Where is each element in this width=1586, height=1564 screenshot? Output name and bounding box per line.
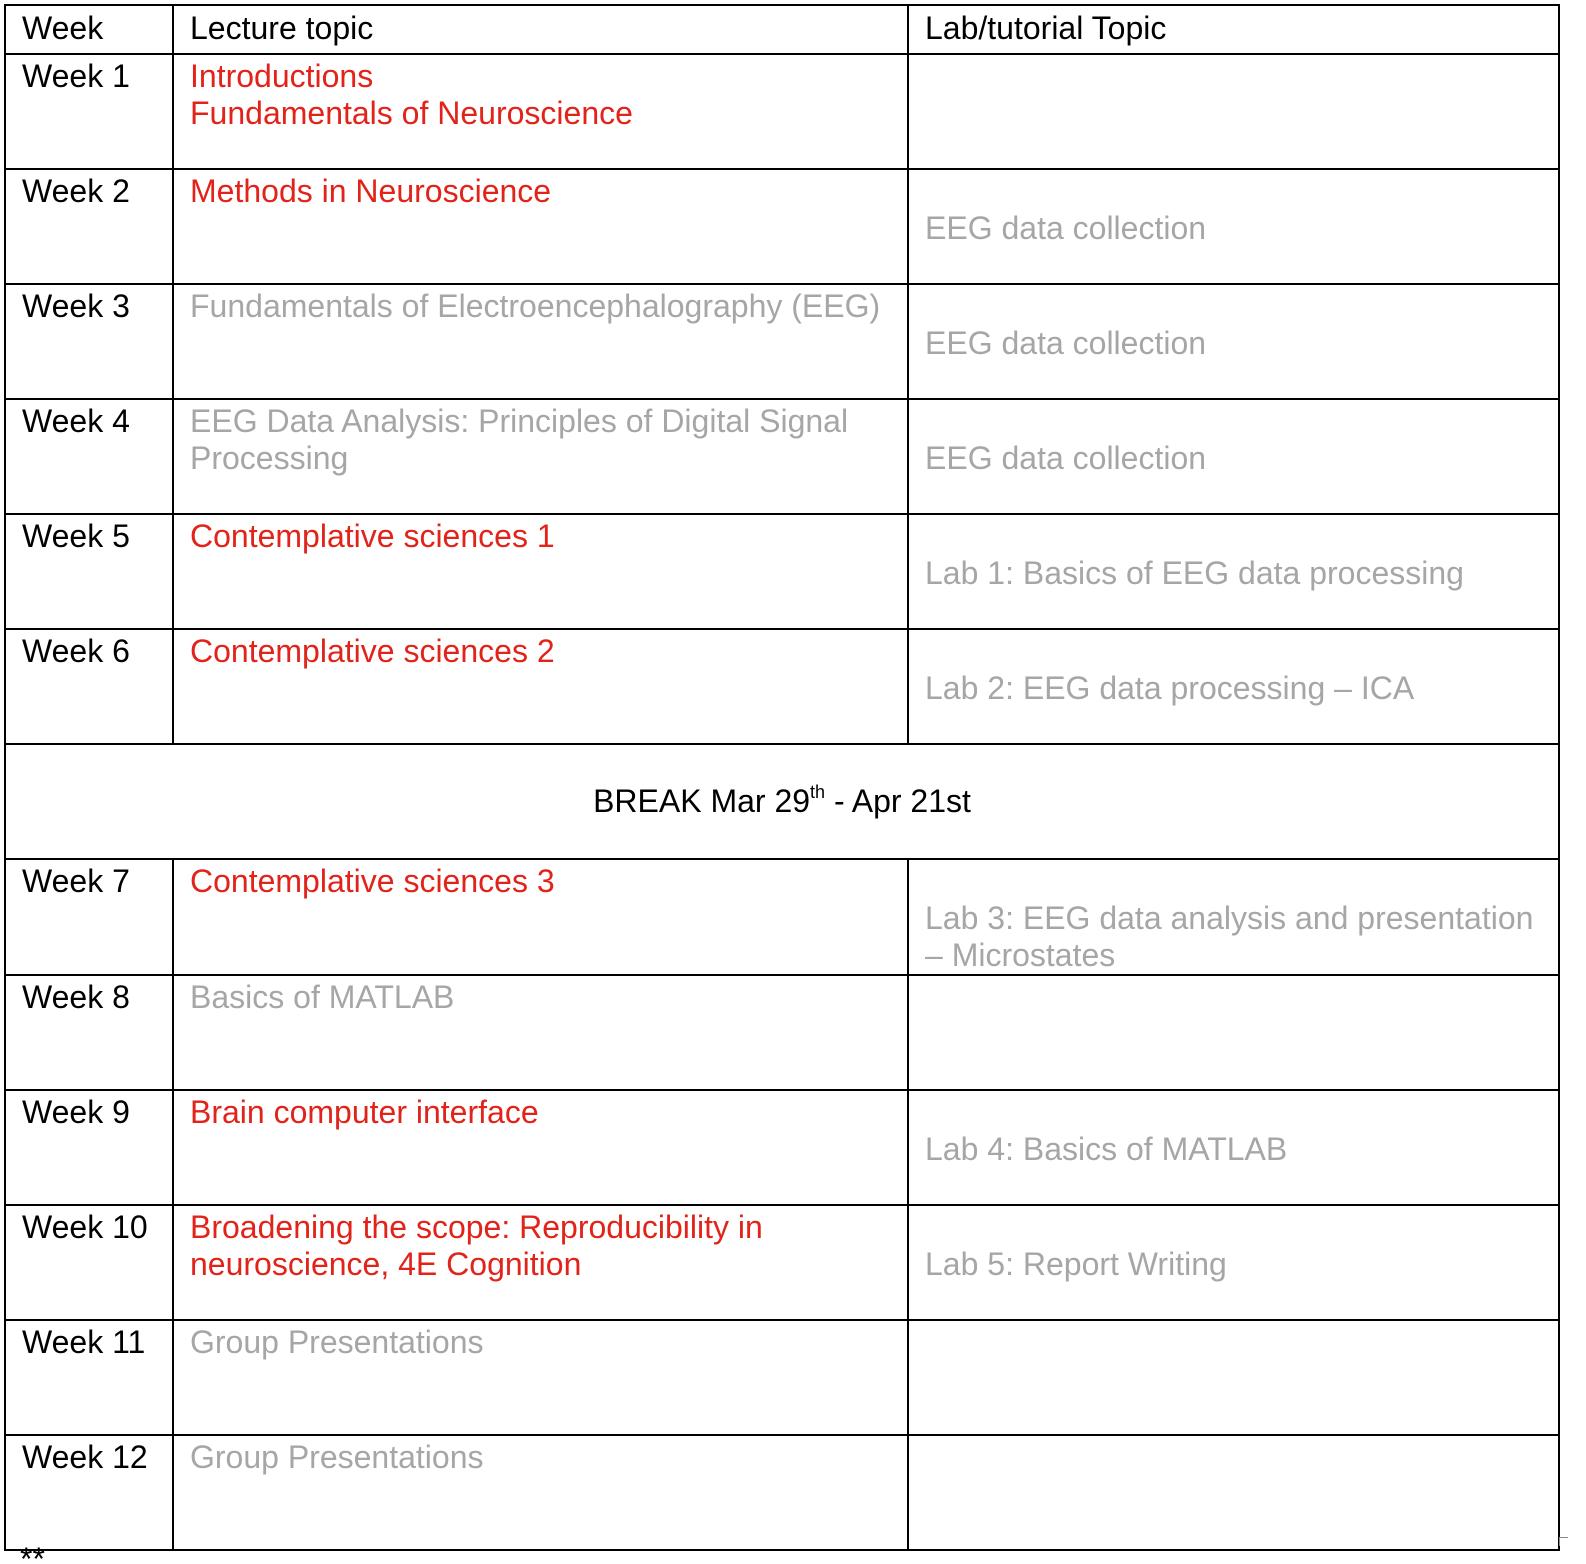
lecture-topic-text: Contemplative sciences 1	[190, 518, 555, 554]
lecture-topic-text: Brain computer interface	[190, 1094, 539, 1130]
header-lab-topic: Lab/tutorial Topic	[908, 5, 1559, 54]
table-row	[5, 1435, 1559, 1550]
lab-topic-text	[925, 979, 1548, 1016]
week-cell: Week 7	[5, 859, 173, 975]
lab-topic-text: Lab 2: EEG data processing – ICA	[925, 670, 1415, 706]
lecture-topic-text: Contemplative sciences 2	[190, 633, 555, 669]
week-cell: Week 9	[5, 1090, 173, 1205]
break-label-end: - Apr 21st	[825, 783, 971, 819]
week-cell: Week 3	[5, 284, 173, 399]
lecture-topic-cell	[173, 1090, 908, 1205]
schedule-body	[5, 54, 1559, 1550]
week-cell: Week 1	[5, 54, 173, 169]
lab-topic-cell	[908, 629, 1559, 744]
lecture-topic-text: EEG Data Analysis: Principles of Digital Signal Processing	[190, 403, 849, 476]
table-row	[5, 629, 1559, 744]
lab-topic-cell	[908, 1205, 1559, 1320]
lecture-topic-cell	[173, 169, 908, 284]
week-cell: Week 8	[5, 975, 173, 1090]
week-cell: Week 4	[5, 399, 173, 514]
lecture-topic-text: Group Presentations	[190, 1439, 484, 1475]
lab-topic-text: EEG data collection	[925, 325, 1207, 361]
lecture-topic-text: Basics of MATLAB	[190, 979, 455, 1015]
lecture-topic-text: Group Presentations	[190, 1324, 484, 1360]
lecture-topic-text: Introductions Fundamentals of Neuroscience	[190, 58, 633, 131]
lab-topic-text	[925, 1324, 1548, 1361]
lecture-topic-text: Contemplative sciences 3	[190, 863, 555, 899]
break-cell	[5, 744, 1559, 859]
lab-topic-cell	[908, 859, 1559, 975]
table-row	[5, 514, 1559, 629]
lab-topic-cell	[908, 975, 1559, 1090]
table-row	[5, 859, 1559, 975]
week-cell: Week 12	[5, 1435, 173, 1550]
table-row	[5, 54, 1559, 169]
lab-topic-cell	[908, 1435, 1559, 1550]
lecture-topic-cell	[173, 629, 908, 744]
lecture-topic-text: Methods in Neuroscience	[190, 173, 552, 209]
footer-note: **	[20, 1541, 45, 1564]
break-label-superscript: th	[810, 782, 826, 803]
lecture-topic-text: Broadening the scope: Reproducibility in neuroscience, 4E Cognition	[190, 1209, 763, 1282]
table-row	[5, 1320, 1559, 1435]
lab-topic-cell	[908, 514, 1559, 629]
header-lecture-topic: Lecture topic	[173, 5, 908, 54]
table-row	[5, 1205, 1559, 1320]
table-row	[5, 284, 1559, 399]
lab-topic-text	[925, 58, 1548, 95]
lab-topic-cell	[908, 284, 1559, 399]
lab-topic-cell	[908, 1320, 1559, 1435]
break-row	[5, 744, 1559, 859]
lecture-topic-cell	[173, 859, 908, 975]
lecture-topic-cell	[173, 284, 908, 399]
table-row	[5, 1090, 1559, 1205]
lecture-topic-cell	[173, 399, 908, 514]
lab-topic-text: EEG data collection	[925, 440, 1207, 476]
lab-topic-text: Lab 5: Report Writing	[925, 1246, 1227, 1282]
week-cell: Week 2	[5, 169, 173, 284]
lab-topic-text: Lab 4: Basics of MATLAB	[925, 1131, 1288, 1167]
lab-topic-cell	[908, 1090, 1559, 1205]
lab-topic-cell	[908, 399, 1559, 514]
lecture-topic-text: Fundamentals of Electroencephalography (EEG)	[190, 288, 881, 324]
week-cell: Week 6	[5, 629, 173, 744]
lab-topic-text: EEG data collection	[925, 210, 1207, 246]
lecture-topic-cell	[173, 1320, 908, 1435]
header-row	[5, 5, 1559, 54]
page-corner-mark	[1559, 1537, 1568, 1546]
lecture-topic-cell	[173, 54, 908, 169]
lecture-topic-cell	[173, 1435, 908, 1550]
table-row	[5, 399, 1559, 514]
lab-topic-cell	[908, 54, 1559, 169]
header-week: Week	[5, 5, 173, 54]
week-cell: Week 11	[5, 1320, 173, 1435]
lab-topic-text	[925, 1439, 1548, 1476]
course-schedule-table	[4, 4, 1560, 1551]
lab-topic-cell	[908, 169, 1559, 284]
table-row	[5, 975, 1559, 1090]
lab-topic-text: Lab 1: Basics of EEG data processing	[925, 555, 1464, 591]
lecture-topic-cell	[173, 514, 908, 629]
week-cell: Week 5	[5, 514, 173, 629]
lecture-topic-cell	[173, 975, 908, 1090]
lab-topic-text: Lab 3: EEG data analysis and presentation – Microstates	[925, 900, 1534, 973]
lecture-topic-cell	[173, 1205, 908, 1320]
table-row	[5, 169, 1559, 284]
break-label-start: BREAK Mar 29	[593, 783, 811, 819]
week-cell: Week 10	[5, 1205, 173, 1320]
